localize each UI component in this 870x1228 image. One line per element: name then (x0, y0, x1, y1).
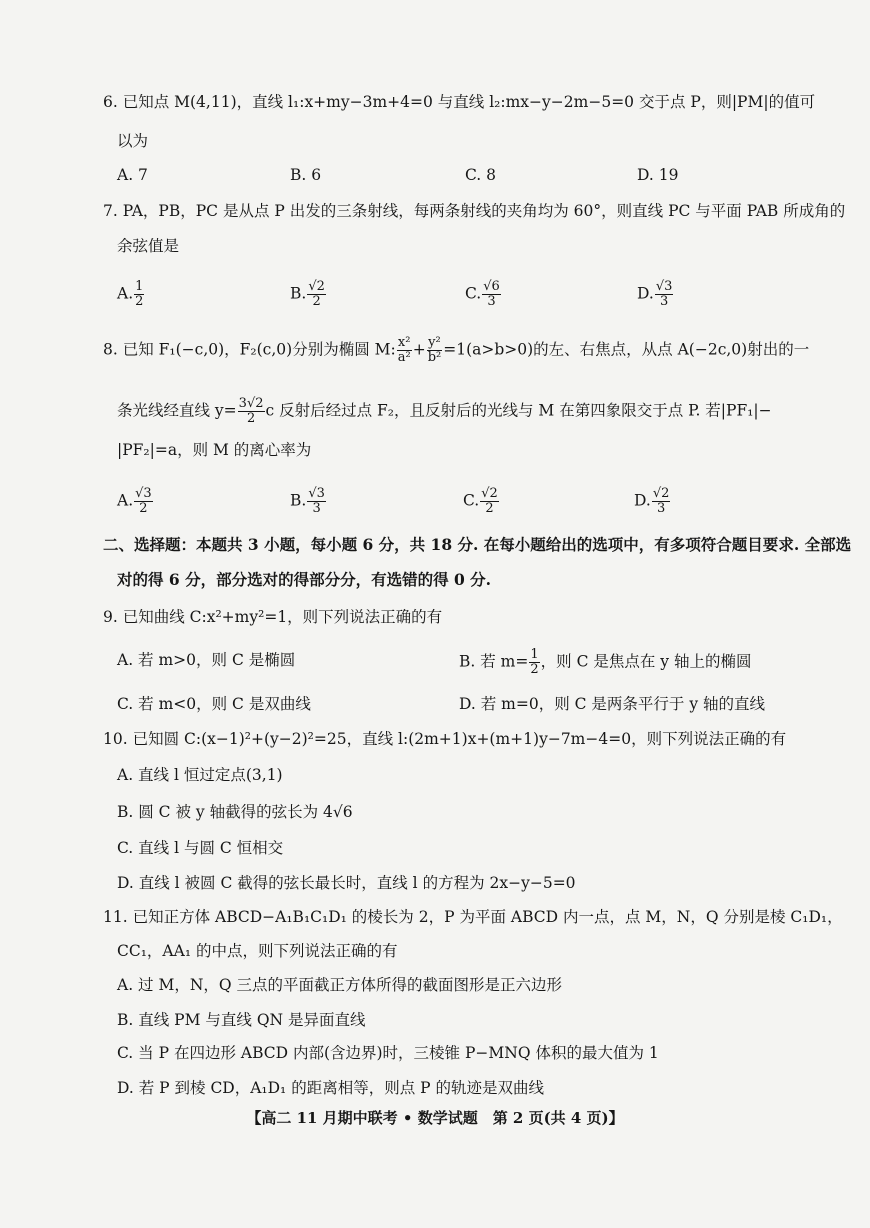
q8-option-c (463, 487, 500, 516)
q11-stem-line1: 11. 已知正方体 ABCD−A₁B₁C₁D₁ 的棱长为 2，P 为平面 ABCD 内一点，点 M，N，Q 分别是棱 C₁D₁， (103, 908, 843, 926)
q7-option-d-fraction: $\frac{√3}{3}$ (655, 279, 673, 309)
q11-option-d: D. 若 P 到棱 CD，A₁D₁ 的距离相等，则点 P 的轨迹是双曲线 (117, 1079, 544, 1097)
q7-option-c-label: C. (465, 284, 482, 303)
q10-stem: 10. 已知圆 C:(x−1)²+(y−2)²=25，直线 l:(2m+1)x+(m+1)y−7m−4=0，则下列说法正确的有 (103, 730, 787, 748)
q8-option-a (117, 487, 154, 516)
q7-option-b-label: B. (290, 284, 307, 303)
q7-option-b (290, 280, 327, 309)
section2-heading-line1: 二、选择题：本题共 3 小题，每小题 6 分，共 18 分. 在每小题给出的选项中，有多项符合题目要求. 全部选 (103, 535, 852, 554)
q6-stem-line1: 6. 已知点 M(4,11)，直线 l₁:x+my−3m+4=0 与直线 l₂:mx−y−2m−5=0 交于点 P，则|PM|的值可 (103, 93, 816, 111)
q8-stem-line2: 条光线经直线 y= $\frac{3√2}{2}$ c 反射后经过点 F₂，且反射后的光线与 M 在第四象限交于点 P. 若|PF₁|− (117, 396, 772, 426)
q7-stem-line1: 7. PA，PB，PC 是从点 P 出发的三条射线，每两条射线的夹角均为 60°，则直线 PC 与平面 PAB 所成角的 (103, 202, 846, 220)
q7-option-d (637, 280, 674, 309)
q7-option-d-label: D. (637, 284, 654, 303)
q6-option-a: A. 7 (117, 166, 148, 184)
q10-option-c: C. 直线 l 与圆 C 恒相交 (117, 839, 284, 857)
q8-option-d-label: D. (634, 491, 651, 510)
q8-option-c-label: C. (463, 491, 480, 510)
q11-option-c: C. 当 P 在四边形 ABCD 内部(含边界)时，三棱锥 P−MNQ 体积的最大值为 1 (117, 1044, 659, 1062)
q8-option-a-label: A. (117, 491, 134, 510)
q7-option-c (465, 280, 502, 309)
q7-option-c-fraction: $\frac{√6}{3}$ (483, 279, 500, 309)
q11-option-b: B. 直线 PM 与直线 QN 是异面直线 (117, 1011, 366, 1029)
q9-option-a: A. 若 m>0，则 C 是椭圆 (117, 651, 296, 669)
q9-option-c: C. 若 m<0，则 C 是双曲线 (117, 695, 311, 713)
q8-stem-line1: 8. 已知 F₁(−c,0)，F₂(c,0)分别为椭圆 M: $\frac{\text{x²}}{\text{a²}}$ + $\frac{\text{y²}}{\text{b²}}$ =1(a>b>0)的左、右焦点，从点 A(−2c,0)射出的一 (103, 335, 810, 365)
q7-option-b-fraction: $\frac{√2}{2}$ (308, 279, 325, 309)
q9-option-b-fraction: $\frac{1}{2}$ (530, 647, 539, 677)
q9-option-d: D. 若 m=0，则 C 是两条平行于 y 轴的直线 (459, 695, 766, 713)
section2-heading-line2: 对的得 6 分，部分选对的得部分分，有选错的得 0 分. (117, 570, 492, 589)
q7-option-a (117, 280, 145, 309)
q8-option-b-label: B. (290, 491, 307, 510)
q10-option-a: A. 直线 l 恒过定点(3,1) (117, 766, 283, 784)
q6-stem-line2: 以为 (117, 132, 149, 150)
q6-option-d: D. 19 (637, 166, 679, 184)
q11-stem-line2: CC₁，AA₁ 的中点，则下列说法正确的有 (117, 942, 398, 960)
q8-option-b (290, 487, 327, 516)
q8-option-a-fraction: $\frac{√3}{2}$ (135, 486, 152, 516)
q8-option-c-fraction: $\frac{√2}{2}$ (481, 486, 498, 516)
page-footer: 【高二 11 月期中联考 • 数学试题 第 2 页(共 4 页)】 (246, 1109, 624, 1127)
q11-option-a: A. 过 M，N，Q 三点的平面截正方体所得的截面图形是正六边形 (117, 976, 563, 994)
q8-option-b-fraction: $\frac{√3}{3}$ (308, 486, 325, 516)
q8-fraction-x2-a2: $\frac{\text{x²}}{\text{a²}}$ (397, 335, 411, 365)
q8-option-d-fraction: $\frac{√2}{3}$ (652, 486, 670, 516)
q7-option-a-label: A. (117, 284, 134, 303)
q8-fraction-slope: $\frac{3√2}{2}$ (238, 396, 264, 426)
q7-stem-line2: 余弦值是 (117, 237, 180, 255)
q9-stem: 9. 已知曲线 C:x²+my²=1，则下列说法正确的有 (103, 608, 443, 626)
q6-option-b: B. 6 (290, 166, 322, 184)
q8-fraction-y2-b2: $\frac{\text{y²}}{\text{b²}}$ (427, 335, 442, 365)
q10-option-b: B. 圆 C 被 y 轴截得的弦长为 4√6 (117, 803, 353, 821)
q6-option-c: C. 8 (465, 166, 497, 184)
q10-option-d: D. 直线 l 被圆 C 截得的弦长最长时，直线 l 的方程为 2x−y−5=0 (117, 874, 576, 892)
q8-option-d (634, 487, 671, 516)
q8-stem-line3: |PF₂|=a，则 M 的离心率为 (117, 441, 312, 459)
q9-option-b: B. 若 m= $\frac{1}{2}$ ，则 C 是焦点在 y 轴上的椭圆 (459, 647, 752, 677)
q7-option-a-fraction: $\frac{1}{2}$ (135, 279, 144, 309)
